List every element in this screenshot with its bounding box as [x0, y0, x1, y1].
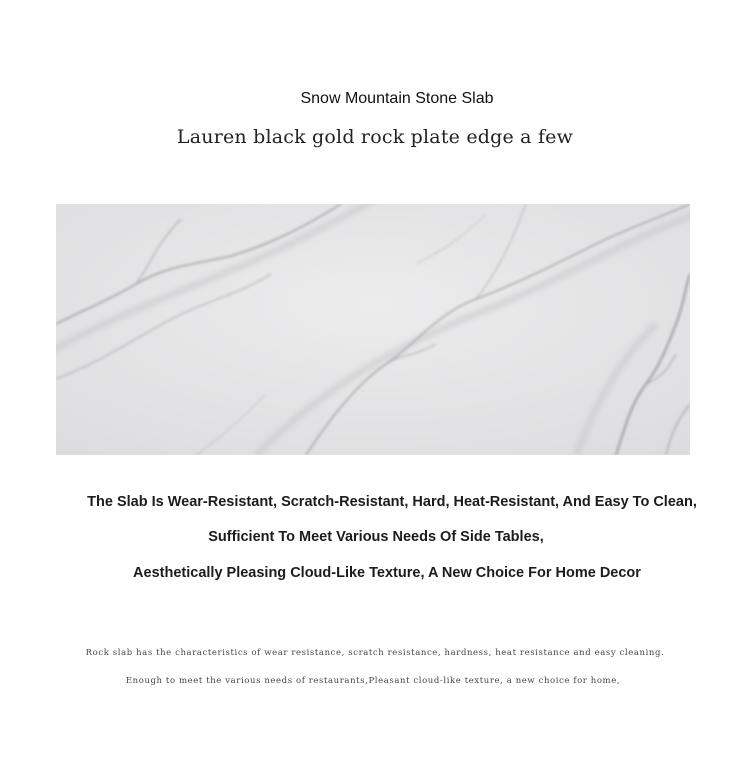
product-title: Snow Mountain Stone Slab [300, 90, 494, 107]
feature-line-1: The Slab Is Wear-Resistant, Scratch-Resistant, Hard, Heat-Resistant, And Easy To Clean, [87, 494, 697, 510]
marble-slab-image [56, 204, 690, 455]
product-subtitle: Lauren black gold rock plate edge a few [176, 126, 574, 148]
feature-line-2: Sufficient To Meet Various Needs Of Side Tables, [208, 529, 544, 545]
description-line-1: Rock slab has the characteristics of wear resistance, scratch resistance, hardness, heat resistance and easy cleaning. [85, 648, 665, 658]
description-line-2: Enough to meet the various needs of restaurants,Pleasant cloud-like texture, a new choice for home, [125, 676, 621, 686]
marble-texture [56, 204, 690, 455]
feature-line-3: Aesthetically Pleasing Cloud-Like Texture, A New Choice For Home Decor [133, 565, 641, 581]
